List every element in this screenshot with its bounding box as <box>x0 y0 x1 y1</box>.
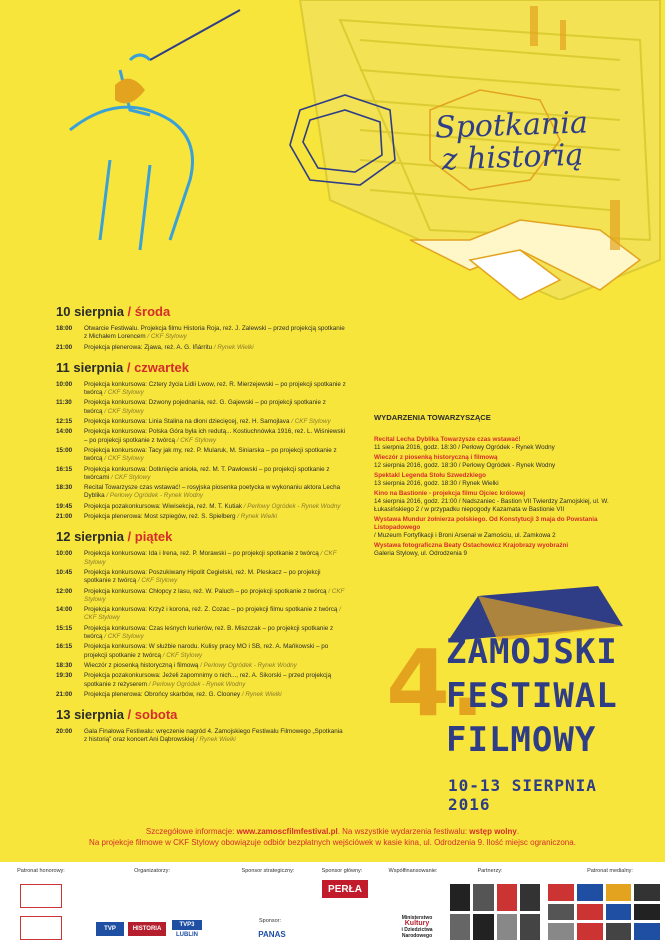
title-line-2: z historią <box>441 137 584 178</box>
side-event <box>374 542 624 558</box>
media-logo <box>634 923 660 940</box>
side-event-detail: 11 sierpnia 2016, godz. 18:30 / Perłowy Ogródek - Rynek Wodny <box>374 444 555 452</box>
festival-line-1: ZAMOJSKI <box>446 632 618 672</box>
event-time: 18:30 <box>56 661 73 669</box>
day-weekday: czwartek <box>134 359 189 375</box>
event-text: Gala Finałowa Festiwalu: wręczenie nagród 4. Zamojskiego Festiwalu Filmowego „Spotkania z historią” oraz koncert Ani Dąbrowskiej <box>84 728 343 744</box>
event-time: 21:00 <box>56 513 73 521</box>
event-row <box>56 588 346 604</box>
day-date: 12 sierpnia <box>56 529 124 545</box>
side-event-title: Spektakl Legenda Stołu Szwedzkiego <box>374 471 486 479</box>
event-text: Recital Towarzysze czas wstawać! – rosyjska piosenka poetycka w wykonaniu aktora Lecha Dyblika <box>84 484 341 500</box>
event-row <box>56 728 346 744</box>
event-time: 16:15 <box>56 465 73 473</box>
media-logo <box>548 904 574 921</box>
event-text: Otwarcie Festiwalu. Projekcja filmu Historia Roja, reż. J. Zalewski – przed projekcją spotkanie z Michałem Lorencem <box>84 325 345 341</box>
event-description <box>84 588 346 604</box>
event-location: / CKF Stylowy <box>109 473 151 481</box>
event-row <box>56 606 346 622</box>
partners-logos <box>450 884 540 940</box>
side-event-detail: Galeria Stylowy, ul. Odrodzenia 9 <box>374 550 467 558</box>
event-time: 20:00 <box>56 728 73 736</box>
schedule-day <box>56 304 346 352</box>
info-mid: . Na wszystkie wydarzenia festiwalu: <box>337 827 470 836</box>
partner-logo <box>520 884 540 911</box>
sponsors-bar <box>0 862 665 950</box>
media-logo <box>577 904 603 921</box>
horseman-icon <box>70 10 240 250</box>
event-description <box>84 418 346 426</box>
event-location: / Perłowy Ogródek - Rynek Wodny <box>198 661 297 669</box>
label-partners: Partnerzy: <box>477 868 503 874</box>
event-time: 10:00 <box>56 380 73 388</box>
website-link[interactable]: www.zamoscfilmfestival.pl <box>236 827 338 836</box>
event-row <box>56 466 346 482</box>
logo-perla: PERŁA <box>322 880 368 898</box>
info-prefix: Szczegółowe informacje: <box>145 827 237 836</box>
partner-logo <box>473 914 493 941</box>
festival-number: 4. <box>386 630 485 737</box>
media-logo <box>548 923 574 940</box>
logo-mkidn <box>392 912 442 942</box>
logo-tvp-historia: HISTORIA <box>128 922 166 936</box>
event-row <box>56 513 346 521</box>
media-logo <box>577 884 603 901</box>
day-weekday: środa <box>134 304 171 319</box>
side-event-detail: 14 sierpnia 2016, godz. 21:00 / Nadszaniec - Bastion VII Twierdzy Zamojskiej, ul. W. Łukasińskiego 2 / w przypadku niepogody Kazamata w Bastionie VII <box>374 497 609 514</box>
festival-dates: 10-13 SIERPNIA 2016 <box>448 776 597 814</box>
label-cofinancing: Współfinansowanie: <box>388 868 438 874</box>
event-location: / CKF Stylowy <box>102 632 144 640</box>
event-description <box>84 344 346 352</box>
event-time: 21:00 <box>56 690 73 698</box>
event-row <box>56 484 346 500</box>
label-sponsor: Sponsor: <box>258 918 281 924</box>
day-heading <box>56 707 346 722</box>
event-description <box>84 569 346 585</box>
day-date: 13 sierpnia <box>56 707 124 723</box>
event-text: Projekcja konkursowa: Chłopcy z lasu, reż. W. Paluch – po projekcji spotkanie z twórcą <box>84 587 327 595</box>
event-time: 12:00 <box>56 587 73 595</box>
side-event-detail: 12 sierpnia 2016, godz. 18:30 / Perłowy Ogródek - Rynek Wodny <box>374 462 556 470</box>
event-description <box>84 662 346 670</box>
event-row <box>56 428 346 444</box>
event-row <box>56 643 346 659</box>
event-time: 11:30 <box>56 399 72 407</box>
side-event-title: Recital Lecha Dyblika Towarzysze czas wstawać! <box>374 436 521 443</box>
side-event <box>374 472 624 488</box>
side-event-detail: 13 sierpnia 2016, godz. 18:30 / Rynek Wielki <box>374 480 499 488</box>
event-description <box>84 672 346 688</box>
label-organizers: Organizatorzy: <box>134 868 170 874</box>
event-text: Projekcja konkursowa: Linia Stalina na dłoni dziecięcej, reż. H. Samojlava <box>84 417 290 425</box>
event-time: 10:45 <box>56 568 73 576</box>
event-description <box>84 503 346 511</box>
media-logo <box>606 904 632 921</box>
schedule-day <box>56 707 346 744</box>
event-text: Projekcja konkursowa: W służbie narodu. Kulisy pracy MO i SB, reż. A. Mańkowski – po projekcji spotkanie z twórcą <box>84 643 329 659</box>
event-time: 16:15 <box>56 643 73 651</box>
day-separator: / <box>123 529 135 545</box>
event-row <box>56 325 346 341</box>
event-row <box>56 344 346 352</box>
event-description <box>84 428 346 444</box>
side-event-title: Wystawa fotograficzna Beaty Ostachowicz Krajobrazy wyobraźni <box>374 541 569 549</box>
day-heading <box>56 529 346 544</box>
mkidn-line-4: Narodowego <box>401 933 433 939</box>
event-time: 19:45 <box>56 502 73 510</box>
event-time: 12:15 <box>56 417 73 425</box>
festival-line-3: FILMOWY <box>446 720 597 760</box>
day-separator: / <box>123 304 135 319</box>
event-text: Projekcja plenerowa: Most szpiegów, reż. S. Spielberg <box>84 513 236 521</box>
event-description <box>84 728 346 744</box>
event-row <box>56 625 346 641</box>
media-logo <box>577 923 603 940</box>
day-weekday: sobota <box>134 707 178 723</box>
event-time: 18:00 <box>56 325 73 332</box>
partner-logo <box>450 914 470 941</box>
mkidn-line-3: i Dziedzictwa <box>401 927 433 933</box>
side-events <box>374 413 624 560</box>
event-row <box>56 399 346 415</box>
event-text: Projekcja konkursowa: Czas leśnych kurierów, reż. B. Miszczak – po projekcji spotkanie z twórcą <box>84 624 334 640</box>
schedule-day <box>56 529 346 699</box>
event-text: Projekcja konkursowa: Tacy jak my, reż. P. Mularuk, M. Siniarska – po projekcji spotkanie z twórcą <box>84 446 337 463</box>
logo-lublin: LUBLIN <box>176 932 198 938</box>
event-location: / Rynek Wielki <box>235 513 278 521</box>
event-time: 15:00 <box>56 446 73 454</box>
event-location: / Rynek Wielki <box>194 736 236 744</box>
media-logo <box>634 904 660 921</box>
day-date: 11 sierpnia <box>56 359 124 375</box>
event-time: 21:00 <box>56 343 73 351</box>
event-row <box>56 569 346 585</box>
event-location: / CKF Stylowy <box>289 417 331 425</box>
partner-logo <box>497 884 517 911</box>
label-media: Patronat medialny: <box>587 868 633 874</box>
day-heading <box>56 360 346 375</box>
event-location: / CKF Stylowy <box>145 333 187 341</box>
event-time: 10:00 <box>56 550 73 558</box>
event-row <box>56 550 346 566</box>
event-description <box>84 550 346 566</box>
event-description <box>84 447 346 463</box>
herb-zamosc-icon <box>20 916 62 940</box>
mkidn-line-2: Kultury <box>404 920 430 927</box>
event-time: 18:30 <box>56 484 73 492</box>
schedule <box>56 296 346 747</box>
event-text: Projekcja konkursowa: Krzyż i korona, reż. Z. Cozac – po projekcji filmu spotkanie z twórcą <box>84 606 338 614</box>
event-location: / CKF Stylowy <box>136 577 178 585</box>
event-text: Projekcja konkursowa: Poszukiwany Hipolit Cegielski, reż. M. Pleskacz – po projekcji spotkanie z twórcą <box>84 568 321 585</box>
event-location: / CKF Stylowy <box>84 550 337 566</box>
event-description <box>84 381 346 397</box>
partner-logo <box>450 884 470 911</box>
event-text: Projekcja konkursowa: Dzwony pojednania, reż. G. Gajewski – po projekcji spotkanie z twórcą <box>84 399 326 415</box>
event-text: Projekcja konkursowa: Dotknięcie anioła, reż. M. T. Pawłowski – po projekcji spotkanie z twórcami <box>84 465 330 481</box>
event-location: / CKF Stylowy <box>102 407 144 415</box>
event-description <box>84 325 346 341</box>
schedule-day <box>56 360 346 522</box>
event-row <box>56 662 346 670</box>
event-location: / CKF Stylowy <box>175 436 217 444</box>
event-text: Projekcja pozakonkursowa: Wiwisekcja, reż. M. T. Kutiak <box>84 502 243 510</box>
info-line-1 <box>0 826 665 837</box>
event-row <box>56 418 346 426</box>
event-time: 14:00 <box>56 606 73 614</box>
event-location: / CKF Stylowy <box>84 606 341 622</box>
event-description <box>84 691 346 699</box>
event-time: 15:15 <box>56 624 73 632</box>
label-main: Sponsor główny: <box>321 868 363 874</box>
script-title <box>391 106 633 178</box>
media-logo <box>606 884 632 901</box>
mkidn-line-1: Ministerstwo <box>401 915 433 921</box>
info-line-2: Na projekcje filmowe w CKF Stylowy obowiązuje odbiór bezpłatnych wejściówek w kasie kina, ul. Odrodzenia 9. Ilość miejsc ograniczona. <box>89 838 576 847</box>
event-location: / CKF Stylowy <box>102 389 144 396</box>
event-description <box>84 484 346 500</box>
side-events-list <box>374 436 624 558</box>
side-event-title: Wystawa Mundur żołnierza polskiego. Od Konstytucji 3 maja do Powstania Listopadowego <box>374 515 598 532</box>
side-event <box>374 436 624 452</box>
herb-lubelskie-icon <box>20 884 62 908</box>
logo-tvp: TVP <box>96 922 124 936</box>
event-description <box>84 606 346 622</box>
event-time: 19:30 <box>56 672 73 680</box>
partner-logo <box>520 914 540 941</box>
day-separator: / <box>123 707 135 723</box>
event-description <box>84 513 346 521</box>
event-time: 14:00 <box>56 428 73 436</box>
festival-logo <box>378 590 628 814</box>
partner-logo <box>473 884 493 911</box>
info-end: . <box>516 827 520 836</box>
event-description <box>84 466 346 482</box>
side-event <box>374 516 624 541</box>
event-row <box>56 447 346 463</box>
event-row <box>56 672 346 688</box>
event-location: / Rynek Wielki <box>240 690 282 698</box>
label-strategic: Sponsor strategiczny: <box>241 868 295 874</box>
title-line-1: Spotkania <box>434 105 589 146</box>
event-row <box>56 503 346 511</box>
event-description <box>84 625 346 641</box>
info-footer <box>0 826 665 848</box>
side-event <box>374 454 624 470</box>
free-entry: wstęp wolny <box>469 827 517 836</box>
day-date: 10 sierpnia <box>56 304 124 319</box>
event-text: Projekcja konkursowa: Polska Góra była ich redutą... Kostiuchnówka 1916, reż. L. Wiśniewski – po projekcji spotkanie z twórcą <box>84 428 346 444</box>
event-text: Projekcja plenerowa: Obrońcy skarbów, reż. G. Clooney <box>84 690 241 698</box>
partner-logo <box>497 914 517 941</box>
media-logo <box>548 884 574 901</box>
event-description <box>84 399 346 415</box>
event-row <box>56 691 346 699</box>
event-location: / Rynek Wielki <box>212 343 254 351</box>
side-event <box>374 490 624 515</box>
day-weekday: piątek <box>134 529 173 545</box>
media-logo <box>634 884 660 901</box>
event-text: Wieczór z piosenką historyczną i filmową <box>84 661 199 669</box>
logo-tvp3: TVP3 <box>172 920 202 930</box>
event-row <box>56 381 346 397</box>
media-logos <box>548 884 660 940</box>
event-location: / Perłowy Ogródek - Rynek Wodny <box>104 492 203 500</box>
event-location: / CKF Stylowy <box>102 455 144 463</box>
event-text: Projekcja konkursowa: Ida i Irena, reż. P. Morawski – po projekcji spotkanie z twórcą <box>84 550 319 558</box>
event-description <box>84 643 346 659</box>
festival-line-2: FESTIWAL <box>446 676 618 716</box>
event-location: / CKF Stylowy <box>84 587 345 603</box>
media-logo <box>606 923 632 940</box>
side-event-title: Wieczór z piosenką historyczną i filmową <box>374 453 498 461</box>
day-heading <box>56 304 346 319</box>
event-text: Projekcja plenerowa: Zjawa, reż. A. G. Iñárritu <box>84 343 213 351</box>
event-location: / Perłowy Ogródek - Rynek Wodny <box>242 502 341 510</box>
event-location: / CKF Stylowy <box>161 651 203 659</box>
label-honorary: Patronat honorowy: <box>17 868 65 874</box>
side-event-title: Kino na Bastionie - projekcja filmu Ojciec królowej <box>374 489 526 497</box>
event-text: Projekcja konkursowa: Cztery życia Lidii Lwow, reż. R. Mierzejewski – po projekcji spotkanie z twórcą <box>84 380 346 396</box>
event-text: Projekcja pozakonkursowa: Jeżeli zapomnimy o nich..., reż. A. Sikorski – przed projekcją spotkanie z reżyserem <box>84 672 332 688</box>
event-location: / Perłowy Ogródek - Rynek Wodny <box>147 680 246 688</box>
side-heading: WYDARZENIA TOWARZYSZĄCE <box>374 413 491 422</box>
side-event-detail: / Muzeum Fortyfikacji i Broni Arsenał w Zamościu, ul. Zamkowa 2 <box>374 532 556 540</box>
day-separator: / <box>123 359 135 375</box>
logo-panas: PANAS <box>258 929 286 939</box>
